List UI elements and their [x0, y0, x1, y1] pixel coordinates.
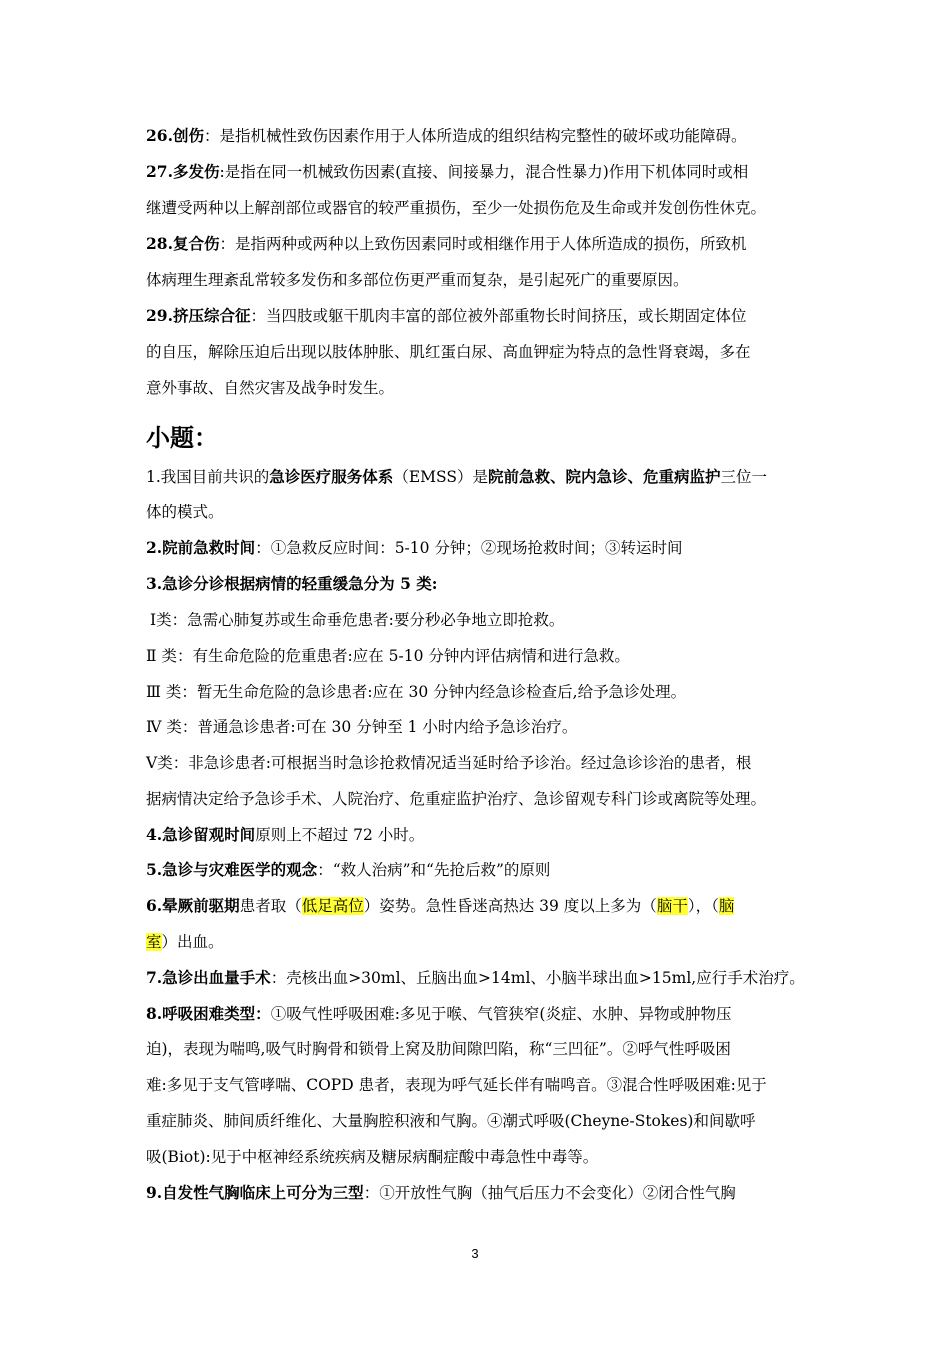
question-5 [146, 859, 812, 881]
q1-text-1: 1.我国目前共识的 [146, 468, 270, 486]
triage-class-5-line2: 据病情决定给予急诊手术、人院治疗、危重症监护治疗、急诊留观专科门诊或离院等处理。 [146, 790, 767, 808]
question-8-line4: 重症肺炎、肺间质纤维化、大量胸腔积液和气胸。④潮式呼吸(Cheyne-Stokes)和间歇呼 [146, 1112, 756, 1130]
q6-text-2: ）姿势。急性昏迷高热达 39 度以上多为（ [363, 897, 657, 915]
triage-class-2: Ⅱ 类：有生命危险的危重患者:应在 5-10 分钟内评估病情和进行急救。 [146, 647, 630, 665]
term-29-label: 29.挤压综合征 [146, 306, 251, 325]
term-27-label: 27.多发伤 [146, 162, 220, 181]
q5-text: ：“救人治病”和“先抢后救”的原则 [317, 861, 551, 879]
triage-class-4: Ⅳ 类：普通急诊患者:可在 30 分钟至 1 小时内给予急诊治疗。 [146, 718, 578, 736]
question-1-line2: 体的模式。 [146, 503, 224, 521]
term-27-text: :是指在同一机械致伤因素(直接、间接暴力，混合性暴力)作用下机体同时或相 [219, 163, 749, 181]
q1-bold-2: 院前急救、院内急诊、危重病监护 [487, 467, 721, 486]
q9-label: 9.自发性气胸临床上可分为三型 [146, 1183, 364, 1202]
term-26-label: 26.创伤 [146, 126, 204, 145]
q5-label: 5.急诊与灾难医学的观念 [146, 860, 318, 879]
triage-class-3: Ⅲ 类：暂无生命危险的急诊患者:应在 30 分钟内经急诊检查后,给予急诊处理。 [146, 683, 687, 701]
question-1 [146, 466, 812, 488]
term-26 [146, 125, 812, 147]
triage-class-1: Ⅰ类：急需心肺复苏或生命垂危患者:要分秒必争地立即抢救。 [150, 611, 565, 629]
term-29-line2: 的自压，解除压迫后出现以肢体肿胀、肌红蛋白尿、高血钾症为特点的急性肾衰竭，多在 [146, 343, 751, 361]
q7-text: ：壳核出血>30ml、丘脑出血>14ml、小脑半球出血>15ml,应行手术治疗。 [270, 969, 805, 987]
question-7 [146, 967, 812, 989]
term-28 [146, 233, 812, 255]
q2-text: ：①急救反应时间：5-10 分钟；②现场抢救时间；③转运时间 [255, 539, 683, 557]
question-8-line5: 吸(Biot):见于中枢神经系统疾病及糖尿病酮症酸中毒急性中毒等。 [146, 1148, 599, 1166]
q6-highlight-4: 室 [146, 933, 162, 951]
q6-text-1: 患者取（ [239, 897, 302, 915]
q6-text-3: ），（ [687, 897, 719, 915]
term-28-text: ：是指两种或两种以上致伤因素同时或相继作用于人体所造成的损伤，所致机 [219, 235, 747, 253]
q4-label: 4.急诊留观时间 [146, 825, 256, 844]
q6-text-4: ）出血。 [161, 933, 224, 951]
section-heading: 小题： [146, 424, 218, 452]
term-29-line3: 意外事故、自然灾害及战争时发生。 [146, 379, 395, 397]
q6-highlight-1: 低足高位 [301, 897, 364, 915]
page-number: 3 [471, 1246, 479, 1261]
q1-bold-1: 急诊医疗服务体系 [269, 467, 394, 486]
question-8-line2: 迫)，表现为喘鸣,吸气时胸骨和锁骨上窝及肋间隙凹陷，称“三凹征”。②呼气性呼吸困 [146, 1040, 731, 1058]
q8-label: 8.呼吸困难类型： [146, 1004, 271, 1023]
question-6-line2 [146, 931, 812, 953]
q7-label: 7.急诊出血量手术 [146, 968, 271, 987]
q1-text-2: （EMSS）是 [393, 468, 488, 486]
term-29 [146, 305, 812, 327]
triage-class-5: Ⅴ类：非急诊患者:可根据当时急诊抢救情况适当延时给予诊治。经过急诊诊治的患者，根 [146, 754, 752, 772]
q1-text-3: 三位一 [720, 468, 767, 486]
question-8 [146, 1003, 812, 1025]
question-6 [146, 895, 812, 917]
term-27-line2: 继遭受两种以上解剖部位或器官的较严重损伤，至少一处损伤危及生命或并发创伤性休克。 [146, 199, 767, 217]
question-2 [146, 537, 812, 559]
question-3: 3.急诊分诊根据病情的轻重缓急分为 5 类: [146, 574, 438, 593]
q6-highlight-3: 脑 [718, 897, 735, 915]
q8-text-1: ①吸气性呼吸困难:多见于喉、气管狭窄(炎症、水肿、异物或肿物压 [270, 1005, 732, 1023]
term-28-line2: 体病理生理紊乱常较多发伤和多部位伤更严重而复杂，是引起死广的重要原因。 [146, 271, 689, 289]
question-8-line3: 难:多见于支气管哮喘、COPD 患者，表现为呼气延长伴有喘鸣音。③混合性呼吸困难:见于 [146, 1076, 767, 1094]
term-28-label: 28.复合伤 [146, 234, 220, 253]
term-29-text: ：当四肢或躯干肌肉丰富的部位被外部重物长时间挤压，或长期固定体位 [250, 307, 747, 325]
term-27 [146, 161, 812, 183]
q6-label: 6.晕厥前驱期 [146, 896, 240, 915]
q2-label: 2.院前急救时间 [146, 538, 256, 557]
q6-highlight-2: 脑干 [656, 897, 688, 915]
question-4 [146, 824, 812, 846]
term-26-text: ：是指机械性致伤因素作用于人体所造成的组织结构完整性的破坏或功能障碍。 [203, 127, 747, 145]
q9-text: ：①开放性气胸（抽气后压力不会变化）②闭合性气胸 [363, 1184, 736, 1202]
q4-text: 原则上不超过 72 小时。 [255, 826, 425, 844]
question-9 [146, 1182, 812, 1204]
